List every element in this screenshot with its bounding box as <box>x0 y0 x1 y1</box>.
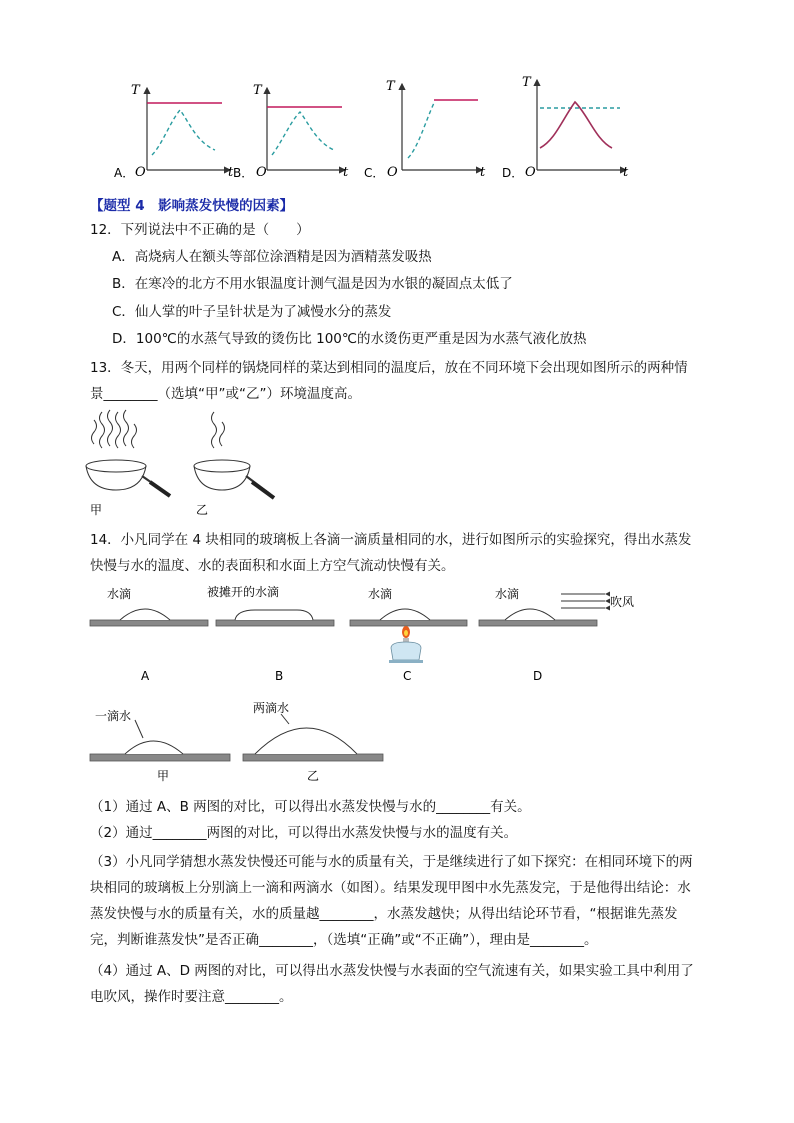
graph-b <box>233 83 349 180</box>
q14-text-1: 14．小凡同学在 4 块相同的玻璃板上各滴一滴质量相同的水，进行如图所示的实验探究，得出水蒸发 <box>90 532 692 548</box>
q14-sub3-line1: （3）小凡同学猜想水蒸发快慢还可能与水的质量有关，于是继续进行了如下探究：在相同环境下的两 <box>90 854 693 870</box>
q14-sub3-line2: 块相同的玻璃板上分别滴上一滴和两滴水（如图）。结果发现甲图中水先蒸发完，于是他得出结论：水 <box>90 880 691 896</box>
q12-option-a: A．高烧病人在额头等部位涂酒精是因为酒精蒸发吸热 <box>112 249 432 265</box>
q12-stem: 12．下列说法中不正确的是（ ） <box>90 222 310 238</box>
q14-sub1: （1）通过 A、B 两图的对比，可以得出水蒸发快慢与水的________有关。 <box>90 799 531 815</box>
pan-label-jia: 甲 <box>90 503 103 517</box>
graph-d <box>502 75 629 180</box>
panel-jia: 甲 <box>157 769 170 783</box>
pan-yi <box>194 412 274 498</box>
origin-label: O <box>135 165 146 180</box>
svg-text:O: O <box>256 165 267 180</box>
panel-c: C <box>403 669 412 683</box>
experiment-figure-abcd <box>85 580 635 690</box>
graph-c <box>364 79 486 180</box>
alcohol-lamp-icon <box>389 626 423 663</box>
label-one-drop: 一滴水 <box>95 709 132 723</box>
label-water-drop-c: 水滴 <box>368 587 393 601</box>
q14-sub2: （2）通过________两图的对比，可以得出水蒸发快慢与水的温度有关。 <box>90 825 518 841</box>
pan-jia <box>86 410 170 496</box>
q12-option-d: D．100℃的水蒸气导致的烫伤比 100℃的水烫伤更严重是因为水蒸气液化放热 <box>112 331 587 347</box>
panel-yi: 乙 <box>307 769 320 783</box>
q13-text-2: 景________（选填“甲”或“乙”）环境温度高。 <box>90 386 361 402</box>
q14-sub3-line3: 蒸发快慢与水的质量有关，水的质量越________，水蒸发越快；从得出结论环节看，“根据谁先蒸发 <box>90 906 678 922</box>
svg-text:T: T <box>386 79 395 94</box>
q14-sub3-line4: 完，判断谁蒸发快”是否正确________，（选填“正确”或“不正确”），理由是________。 <box>90 932 598 948</box>
label-two-drops: 两滴水 <box>253 701 290 715</box>
panel-d: D <box>533 669 543 683</box>
svg-text:T: T <box>253 83 262 98</box>
panel-a: A <box>141 669 150 683</box>
q14-sub4-line1: （4）通过 A、D 两图的对比，可以得出水蒸发快慢与水表面的空气流速有关，如果实验工具中利用了 <box>90 963 694 979</box>
svg-text:O: O <box>387 165 398 180</box>
section-title: 【题型 4 影响蒸发快慢的因素】 <box>90 198 294 214</box>
svg-text:O: O <box>525 165 536 180</box>
q14-sub4-line2: 电吹风，操作时要注意________。 <box>90 989 293 1005</box>
pans-figure <box>80 408 280 520</box>
panel-b: B <box>275 669 284 683</box>
pan-label-yi: 乙 <box>196 503 209 517</box>
option-label-a: A． <box>114 166 135 180</box>
experiment-figure-mass <box>85 692 395 786</box>
time-axis-label: t <box>228 165 234 180</box>
temperature-graphs <box>100 70 640 185</box>
label-water-drop-a: 水滴 <box>107 587 132 601</box>
label-water-drop-d: 水滴 <box>495 587 520 601</box>
option-label-b: B． <box>233 166 254 180</box>
svg-text:t: t <box>623 165 629 180</box>
option-label-d: D． <box>502 166 524 180</box>
wind-arrows-icon <box>561 594 605 608</box>
dashed-curve <box>152 110 215 155</box>
q14-text-2: 快慢与水的温度、水的表面积和水面上方空气流动快慢有关。 <box>90 558 455 574</box>
svg-text:t: t <box>343 165 349 180</box>
graph-a <box>114 83 234 180</box>
svg-text:t: t <box>480 165 486 180</box>
q12-option-c: C．仙人掌的叶子呈针状是为了减慢水分的蒸发 <box>112 304 392 320</box>
q12-option-b: B．在寒冷的北方不用水银温度计测气温是因为水银的凝固点太低了 <box>112 276 513 292</box>
t-axis-label: T <box>131 83 140 98</box>
q13-text-1: 13．冬天，用两个同样的锅烧同样的菜达到相同的温度后，放在不同环境下会出现如图所示的两种情 <box>90 360 688 376</box>
label-spread-drop-b: 被摊开的水滴 <box>207 585 280 599</box>
option-label-c: C． <box>364 166 385 180</box>
label-wind: 吹风 <box>610 595 635 609</box>
svg-text:T: T <box>522 75 531 90</box>
